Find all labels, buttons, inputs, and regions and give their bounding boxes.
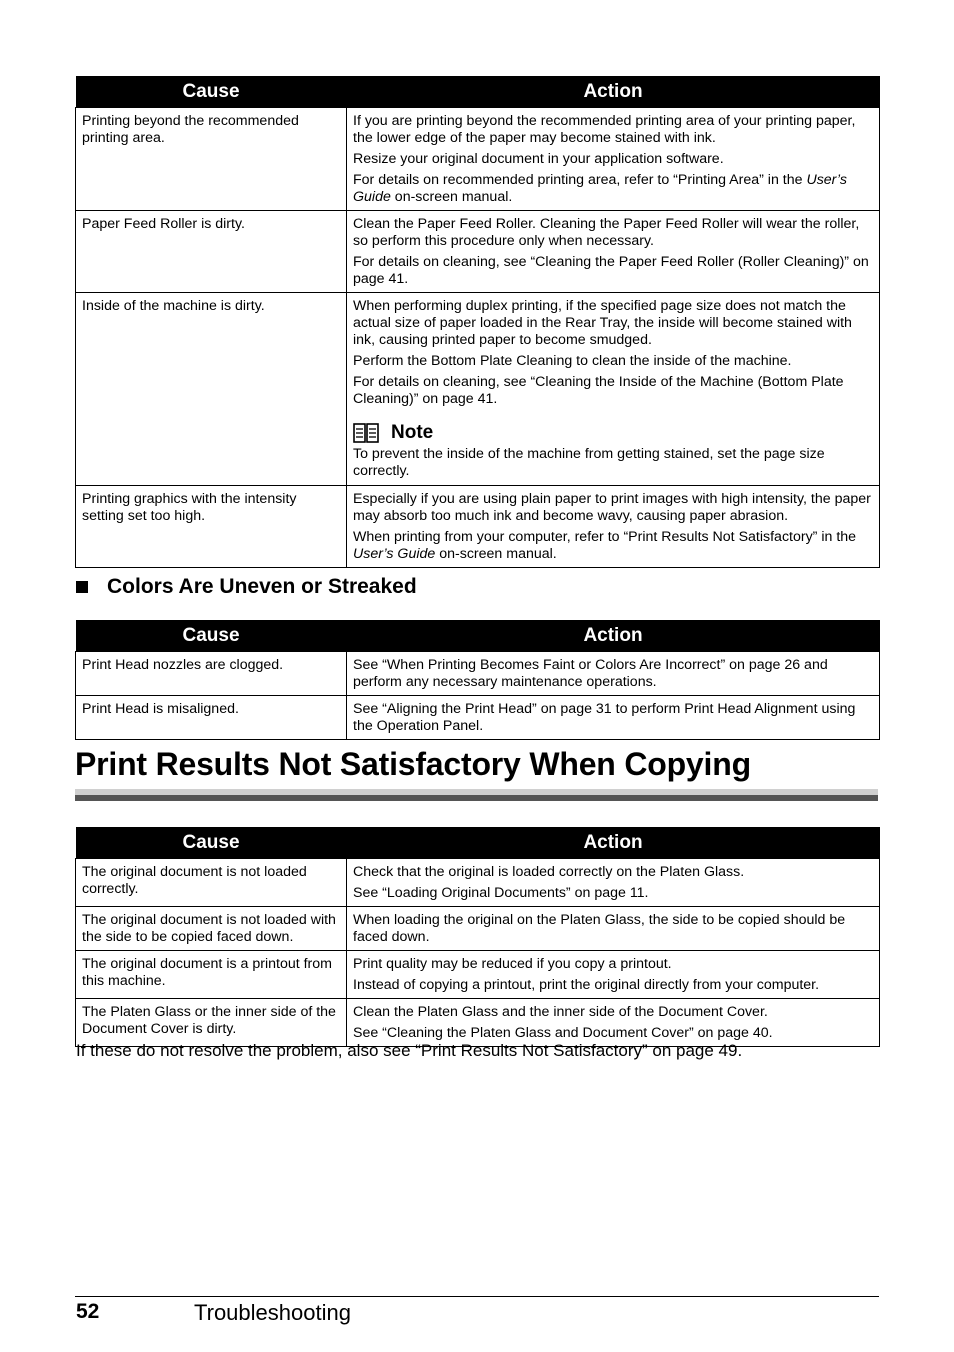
- action-paragraph: [353, 172, 873, 206]
- note-text: To prevent the inside of the machine from getting stained, set the page size correctly.: [353, 446, 825, 479]
- table-row: [76, 293, 880, 486]
- action-paragraph: Resize your original document in your application software.: [353, 151, 724, 167]
- cause-cell: Printing graphics with the intensity setting set too high.: [76, 486, 347, 568]
- table-row: [76, 907, 880, 951]
- footer-section-title: Troubleshooting: [194, 1300, 351, 1325]
- closing-paragraph: If these do not resolve the problem, also see “Print Results Not Satisfactory” on page 49.: [76, 1041, 743, 1060]
- table-header-row: [76, 827, 880, 859]
- cause-cell: Paper Feed Roller is dirty.: [76, 211, 347, 293]
- cause-action-table-colors: [75, 620, 880, 740]
- bullet-square-icon: [76, 581, 88, 593]
- action-paragraph: For details on cleaning, see “Cleaning the Paper Feed Roller (Roller Cleaning)” on page 41.: [353, 254, 869, 287]
- action-paragraph: See “Cleaning the Platen Glass and Document Cover” on page 40.: [353, 1025, 773, 1041]
- section-heading-text: Colors Are Uneven or Streaked: [107, 575, 417, 598]
- title-rule-dark: [75, 795, 878, 801]
- action-paragraph: Check that the original is loaded correctly on the Platen Glass.: [353, 864, 745, 880]
- action-paragraph: See “Loading Original Documents” on page 11.: [353, 885, 649, 901]
- column-header-cause: Cause: [76, 827, 347, 859]
- action-paragraph: Perform the Bottom Plate Cleaning to clean the inside of the machine.: [353, 353, 792, 369]
- cause-cell: Print Head is misaligned.: [76, 696, 347, 740]
- cause-action-table-copying: [75, 827, 880, 1047]
- table-row: [76, 486, 880, 568]
- action-cell: [347, 108, 880, 211]
- column-header-cause: Cause: [76, 76, 347, 108]
- table-row: [76, 999, 880, 1047]
- action-text: When printing from your computer, refer to “Print Results Not Satisfactory” in the: [353, 529, 857, 545]
- action-paragraph: Especially if you are using plain paper to print images with high intensity, the paper may absorb too much ink and become wavy, causing paper abrasion.: [353, 491, 871, 524]
- action-cell: [347, 211, 880, 293]
- action-paragraph: If you are printing beyond the recommended printing area of your printing paper, the lower edge of the paper may become stained with ink.: [353, 113, 856, 146]
- table-row: [76, 859, 880, 907]
- page-number: 52: [76, 1300, 100, 1323]
- action-paragraph: When performing duplex printing, if the specified page size does not match the actual size of paper loaded in the Rear Tray, the inside will become stained with ink, causing printed paper to become smudged.: [353, 298, 852, 348]
- action-cell: [347, 293, 880, 486]
- cause-cell: The original document is a printout from this machine.: [76, 951, 347, 999]
- note-heading: [353, 422, 873, 444]
- action-text: on-screen manual.: [390, 189, 513, 205]
- table-row: [76, 696, 880, 740]
- cause-action-table-staining: [75, 76, 880, 568]
- action-cell: [347, 907, 880, 951]
- action-paragraph: For details on cleaning, see “Cleaning the Inside of the Machine (Bottom Plate Cleaning)” on page 41.: [353, 374, 844, 407]
- page-title: Print Results Not Satisfactory When Copying: [75, 746, 751, 782]
- footer-divider: [75, 1296, 879, 1297]
- manual-title: User’s Guide: [353, 546, 436, 562]
- action-cell: [347, 859, 880, 907]
- table-header-row: [76, 620, 880, 652]
- cause-cell: Inside of the machine is dirty.: [76, 293, 347, 486]
- action-paragraph: Print quality may be reduced if you copy a printout.: [353, 956, 672, 972]
- action-text: For details on recommended printing area, refer to “Printing Area” in the: [353, 172, 807, 188]
- action-cell: [347, 951, 880, 999]
- column-header-action: Action: [347, 827, 880, 859]
- action-paragraph: When loading the original on the Platen Glass, the side to be copied should be faced down.: [353, 912, 846, 945]
- section-heading: [76, 575, 417, 599]
- column-header-action: Action: [347, 620, 880, 652]
- cause-cell: The original document is not loaded correctly.: [76, 859, 347, 907]
- column-header-cause: Cause: [76, 620, 347, 652]
- table-row: [76, 652, 880, 696]
- cause-cell: Print Head nozzles are clogged.: [76, 652, 347, 696]
- manual-title: User’s Guide: [353, 172, 847, 205]
- table-row: [76, 108, 880, 211]
- table-header-row: [76, 76, 880, 108]
- note-book-icon: [353, 423, 379, 443]
- cause-cell: The original document is not loaded with the side to be copied faced down.: [76, 907, 347, 951]
- action-paragraph: Clean the Platen Glass and the inner side of the Document Cover.: [353, 1004, 768, 1020]
- table-row: [76, 211, 880, 293]
- action-paragraph: [353, 529, 873, 563]
- action-paragraph: Instead of copying a printout, print the original directly from your computer.: [353, 977, 820, 993]
- action-text: on-screen manual.: [435, 546, 557, 562]
- action-cell: [347, 999, 880, 1047]
- action-cell: [347, 486, 880, 568]
- action-cell: See “Aligning the Print Head” on page 31 to perform Print Head Alignment using the Operation Panel.: [347, 696, 880, 740]
- action-cell: See “When Printing Becomes Faint or Colors Are Incorrect” on page 26 and perform any necessary maintenance operations.: [347, 652, 880, 696]
- cause-cell: Printing beyond the recommended printing area.: [76, 108, 347, 211]
- action-paragraph: Clean the Paper Feed Roller. Cleaning the Paper Feed Roller will wear the roller, so perform this procedure only when necessary.: [353, 216, 860, 249]
- column-header-action: Action: [347, 76, 880, 108]
- note-title: Note: [391, 422, 434, 443]
- cause-cell: The Platen Glass or the inner side of the Document Cover is dirty.: [76, 999, 347, 1047]
- table-row: [76, 951, 880, 999]
